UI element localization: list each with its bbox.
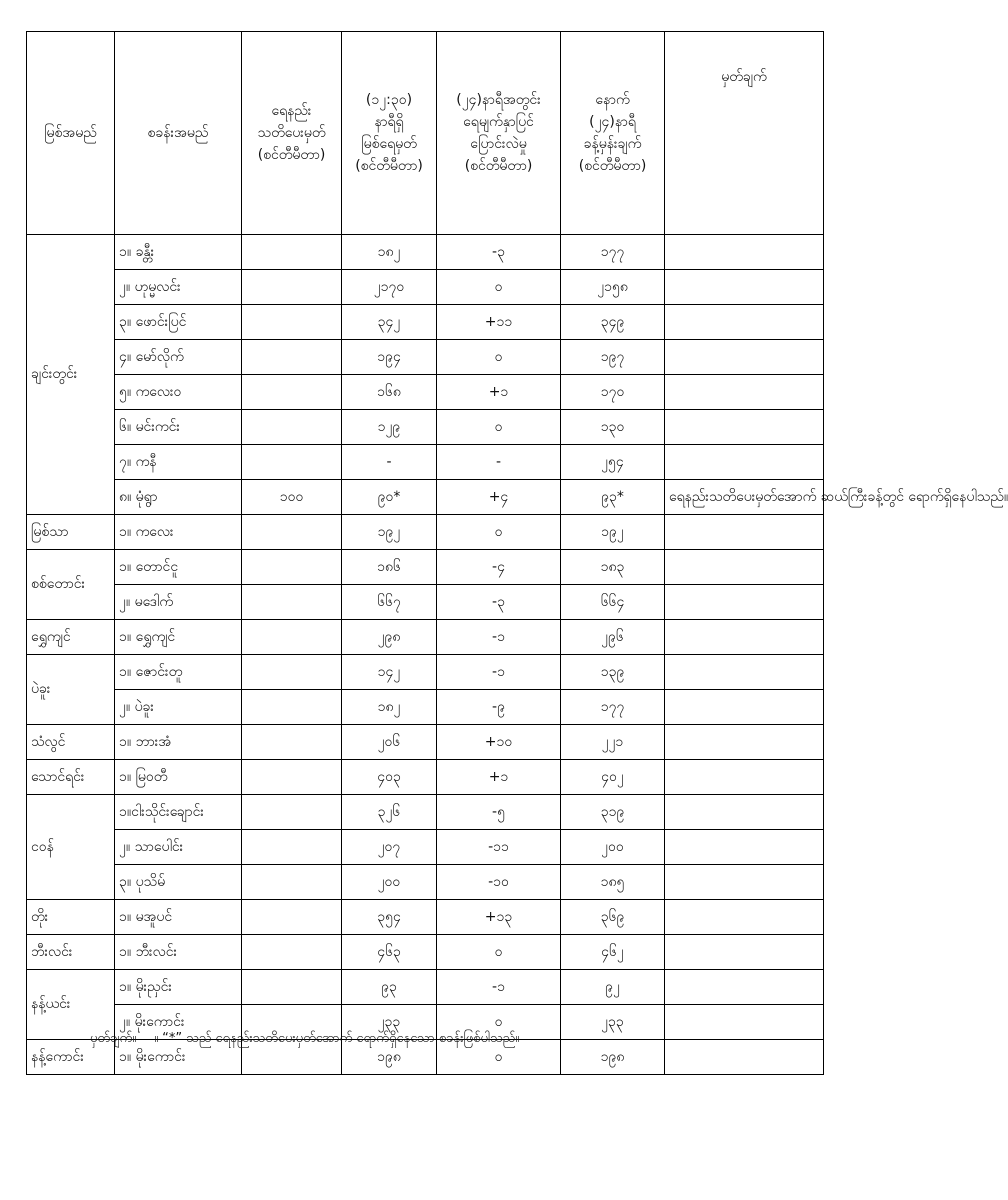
river-name-cell: တိုး: [27, 900, 115, 935]
change-cell: +၁၁: [437, 305, 561, 340]
header-line: သတိပေးမှတ်: [257, 125, 326, 141]
remarks-cell: [665, 690, 824, 725]
river-name-cell: မြစ်သာ: [27, 515, 115, 550]
footnote-text: ။ “*” သည် ရေနည်းသတိပေးမှတ်အောက် ရောက်ရှိနေသော စခန်းဖြစ်ပါသည်။: [154, 1031, 520, 1046]
station-cell: ၁။ ဘီးလင်း: [115, 935, 242, 970]
change-cell: -၁: [437, 655, 561, 690]
danger-level-cell: [242, 760, 342, 795]
danger-level-cell: [242, 550, 342, 585]
forecast-cell: ၆၆၄: [561, 585, 665, 620]
level-cell: ၂၀၀: [342, 865, 437, 900]
forecast-cell: ၄၆၂: [561, 935, 665, 970]
level-cell: ၃၂၆: [342, 795, 437, 830]
river-level-table: [26, 31, 1008, 1075]
forecast-cell: ၂၁၅၈: [561, 270, 665, 305]
change-cell: -၁: [437, 970, 561, 1005]
danger-level-cell: [242, 900, 342, 935]
station-cell: ၂။ ပဲခူး: [115, 690, 242, 725]
forecast-cell: ၂၂၁: [561, 725, 665, 760]
remarks-cell: [665, 375, 824, 410]
danger-level-cell: [242, 340, 342, 375]
station-cell: ၂။ မိုးကောင်း: [115, 1005, 242, 1040]
change-cell: -၁: [437, 620, 561, 655]
remarks-cell: [665, 445, 824, 480]
river-name-cell: စစ်တောင်း: [27, 550, 115, 620]
remarks-cell: [665, 305, 824, 340]
header-line: ရေနည်း: [271, 103, 312, 119]
station-cell: ၈။ မုံရွာ: [115, 480, 242, 515]
change-cell: +၁: [437, 760, 561, 795]
header-level-1230: [342, 32, 437, 235]
change-cell: +၁၀: [437, 725, 561, 760]
level-cell: ၉၀*: [342, 480, 437, 515]
footnote-label: မှတ်ချက်။: [90, 1031, 137, 1046]
level-cell: ၂၉၈: [342, 620, 437, 655]
forecast-cell: ၁၇၀: [561, 375, 665, 410]
remarks-cell: [665, 795, 824, 830]
change-cell: +၄: [437, 480, 561, 515]
station-cell: ၄။ မော်လိုက်: [115, 340, 242, 375]
change-cell: -: [437, 445, 561, 480]
remarks-cell: [665, 410, 824, 445]
remarks-cell: [665, 865, 824, 900]
forecast-cell: ၂၀၀: [561, 830, 665, 865]
remarks-cell: [665, 550, 824, 585]
table-row: [27, 445, 824, 480]
header-line: (၁၂:၃၀): [365, 92, 413, 108]
danger-level-cell: [242, 935, 342, 970]
danger-level-cell: [242, 585, 342, 620]
level-cell: ၄၆၃: [342, 935, 437, 970]
table-row: [27, 725, 824, 760]
level-cell: ၂၀၆: [342, 725, 437, 760]
change-cell: ၀: [437, 1005, 561, 1040]
remarks-cell: [665, 760, 824, 795]
forecast-cell: ၃၁၉: [561, 795, 665, 830]
change-cell: ၀: [437, 1040, 561, 1075]
table-row: [27, 935, 824, 970]
change-cell: -၁၁: [437, 830, 561, 865]
forecast-cell: ၁၉၈: [561, 1040, 665, 1075]
station-cell: ၁။ မအူပင်: [115, 900, 242, 935]
station-cell: ၂။ သာပေါင်း: [115, 830, 242, 865]
table-row: [27, 690, 824, 725]
remarks-cell: [665, 725, 824, 760]
station-cell: ၃။ ပုသိမ်: [115, 865, 242, 900]
level-cell: ၉၃: [342, 970, 437, 1005]
remarks-cell: [665, 235, 824, 270]
station-cell: ၇။ ကနီ: [115, 445, 242, 480]
forecast-cell: ၁၇၇: [561, 690, 665, 725]
table-body: [27, 235, 1008, 1075]
danger-level-cell: [242, 795, 342, 830]
table-row: [27, 515, 824, 550]
danger-level-cell: [242, 970, 342, 1005]
change-cell: -၃: [437, 235, 561, 270]
remarks-cell: [665, 1005, 824, 1040]
station-cell: ၂။ မဒေါက်: [115, 585, 242, 620]
station-cell: ၁။ ဘားအံ: [115, 725, 242, 760]
danger-level-cell: [242, 445, 342, 480]
table-row: [27, 620, 824, 655]
header-line: မြစ်အမည်: [44, 125, 97, 141]
header-line: (စင်တီမီတာ): [355, 158, 423, 174]
table-row: [27, 865, 824, 900]
river-name-cell: ဘီးလင်း: [27, 935, 115, 970]
level-cell: ၁၉၄: [342, 340, 437, 375]
level-cell: ၆၆၇: [342, 585, 437, 620]
header-change-24h: [437, 32, 561, 235]
change-cell: -၁၀: [437, 865, 561, 900]
danger-level-cell: [242, 865, 342, 900]
level-cell: ၂၃၃: [342, 1005, 437, 1040]
danger-level-cell: [242, 830, 342, 865]
forecast-cell: ၁၃၉: [561, 655, 665, 690]
header-line: နာရီရှိ: [374, 114, 404, 130]
danger-level-cell: ၁၀၀: [242, 480, 342, 515]
forecast-cell: ၁၇၇: [561, 235, 665, 270]
station-cell: ၁။ ခန္တီး: [115, 235, 242, 270]
station-cell: ၆။ မင်းကင်း: [115, 410, 242, 445]
station-cell: ၁။ ဇောင်းတူ: [115, 655, 242, 690]
table-row: [27, 235, 824, 270]
station-cell: ၁။ တောင်ငူ: [115, 550, 242, 585]
remarks-cell: [665, 900, 824, 935]
danger-level-cell: [242, 375, 342, 410]
table-row: [27, 655, 824, 690]
header-river: [27, 32, 115, 235]
remarks-cell: [665, 585, 824, 620]
table-row: [27, 480, 824, 515]
forecast-cell: ၂၅၄: [561, 445, 665, 480]
danger-level-cell: [242, 725, 342, 760]
table-row: [27, 410, 824, 445]
forecast-cell: ၁၃၀: [561, 410, 665, 445]
table-row: [27, 375, 824, 410]
header-line: ခန့်မှန်းချက်: [583, 136, 642, 152]
danger-level-cell: [242, 515, 342, 550]
station-cell: ၁။ မိုးညှင်း: [115, 970, 242, 1005]
header-line: စခန်းအမည်: [147, 125, 209, 141]
river-name-cell: ပဲခူး: [27, 655, 115, 725]
table-row: [27, 305, 824, 340]
header-line: မှတ်ချက်: [721, 69, 767, 85]
change-cell: +၁၃: [437, 900, 561, 935]
danger-level-cell: [242, 270, 342, 305]
header-line: (စင်တီမီတာ): [464, 158, 533, 174]
table-row: [27, 550, 824, 585]
change-cell: -၄: [437, 550, 561, 585]
header-line: (၂၄)နာရီအတွင်း: [456, 92, 541, 108]
change-cell: ၀: [437, 515, 561, 550]
forecast-cell: ၃၆၉: [561, 900, 665, 935]
header-station: [115, 32, 242, 235]
table-row: [27, 270, 824, 305]
remarks-cell: [665, 655, 824, 690]
danger-level-cell: [242, 235, 342, 270]
change-cell: ၀: [437, 270, 561, 305]
danger-level-cell: [242, 655, 342, 690]
header-row: [27, 32, 824, 235]
change-cell: ၀: [437, 410, 561, 445]
table-row: [27, 830, 824, 865]
remarks-cell: [665, 340, 824, 375]
station-cell: ၁။ မြဝတီ: [115, 760, 242, 795]
table-row: [27, 585, 824, 620]
level-cell: ၄၀၃: [342, 760, 437, 795]
header-line: (စင်တီမီတာ): [578, 158, 647, 174]
level-cell: ၁၄၂: [342, 655, 437, 690]
danger-level-cell: [242, 690, 342, 725]
remarks-cell: [665, 515, 824, 550]
river-name-cell: နန့်ယင်း: [27, 970, 115, 1040]
remarks-cell: [665, 935, 824, 970]
station-cell: ၅။ ကလေးဝ: [115, 375, 242, 410]
river-name-cell: ချင်းတွင်း: [27, 235, 115, 515]
level-cell: -: [342, 445, 437, 480]
header-line: မြစ်ရေမှတ်: [361, 136, 417, 152]
forecast-cell: ၁၈၃: [561, 550, 665, 585]
change-cell: -၃: [437, 585, 561, 620]
danger-level-cell: [242, 410, 342, 445]
table-row: [27, 340, 824, 375]
forecast-cell: ၂၃၃: [561, 1005, 665, 1040]
station-cell: ၂။ ဟုမ္မလင်း: [115, 270, 242, 305]
header-remarks: [665, 32, 824, 235]
forecast-cell: ၉၃*: [561, 480, 665, 515]
table-row: [27, 900, 824, 935]
table-row: [27, 970, 824, 1005]
change-cell: ၀: [437, 935, 561, 970]
table-row: [27, 760, 824, 795]
change-cell: ၀: [437, 340, 561, 375]
level-cell: ၁၈၂: [342, 690, 437, 725]
header-danger-level: [242, 32, 342, 235]
river-name-cell: သောင်ရင်း: [27, 760, 115, 795]
level-cell: ၂၁၇၀: [342, 270, 437, 305]
station-cell: ၁။ငါးသိုင်းချောင်း: [115, 795, 242, 830]
danger-level-cell: [242, 305, 342, 340]
change-cell: -၉: [437, 690, 561, 725]
river-name-cell: ငဝန်: [27, 795, 115, 900]
level-cell: ၃၄၂: [342, 305, 437, 340]
table-row: [27, 795, 824, 830]
level-cell: ၁၂၉: [342, 410, 437, 445]
level-cell: ၁၉၈: [342, 1040, 437, 1075]
forecast-cell: ၂၉၆: [561, 620, 665, 655]
remarks-cell: [665, 270, 824, 305]
river-name-cell: ရွှေကျင်: [27, 620, 115, 655]
remarks-cell: [665, 1040, 824, 1075]
forecast-cell: ၁၉၂: [561, 515, 665, 550]
change-cell: +၁: [437, 375, 561, 410]
forecast-cell: ၁၈၅: [561, 865, 665, 900]
forecast-cell: ၉၂: [561, 970, 665, 1005]
station-cell: ၃။ ဖောင်းပြင်: [115, 305, 242, 340]
remarks-cell: [665, 970, 824, 1005]
forecast-cell: ၄၀၂: [561, 760, 665, 795]
footnote: [90, 1030, 519, 1049]
header-line: (၂၄)နာရီ: [589, 114, 636, 130]
danger-level-cell: [242, 620, 342, 655]
station-cell: ၁။ ကလေး: [115, 515, 242, 550]
level-cell: ၁၈၆: [342, 550, 437, 585]
station-cell: ၁။ မိုးကောင်း: [115, 1040, 242, 1075]
remarks-cell: [665, 830, 824, 865]
header-line: နောက်: [595, 92, 630, 108]
level-cell: ၁၈၂: [342, 235, 437, 270]
river-name-cell: သံလွင်: [27, 725, 115, 760]
level-cell: ၂၀၇: [342, 830, 437, 865]
header-line: ပြောင်းလဲမှု: [470, 136, 527, 152]
remarks-cell: [665, 620, 824, 655]
header-forecast-24h: [561, 32, 665, 235]
station-cell: ၁။ ရွှေကျင်: [115, 620, 242, 655]
forecast-cell: ၁၉၇: [561, 340, 665, 375]
header-line: (စင်တီမီတာ): [257, 147, 326, 163]
header-line: ရေမျက်နှာပြင်: [463, 114, 534, 130]
forecast-cell: ၃၄၉: [561, 305, 665, 340]
remarks-cell: ရေနည်းသတိပေးမှတ်အောက် ဆယ်ကြီးခန့်တွင် ရောက်ရှိနေပါသည်။: [665, 480, 824, 515]
change-cell: -၅: [437, 795, 561, 830]
level-cell: ၁၆၈: [342, 375, 437, 410]
level-cell: ၁၉၂: [342, 515, 437, 550]
level-cell: ၃၅၄: [342, 900, 437, 935]
river-name-cell: နန့်ကောင်း: [27, 1040, 115, 1075]
